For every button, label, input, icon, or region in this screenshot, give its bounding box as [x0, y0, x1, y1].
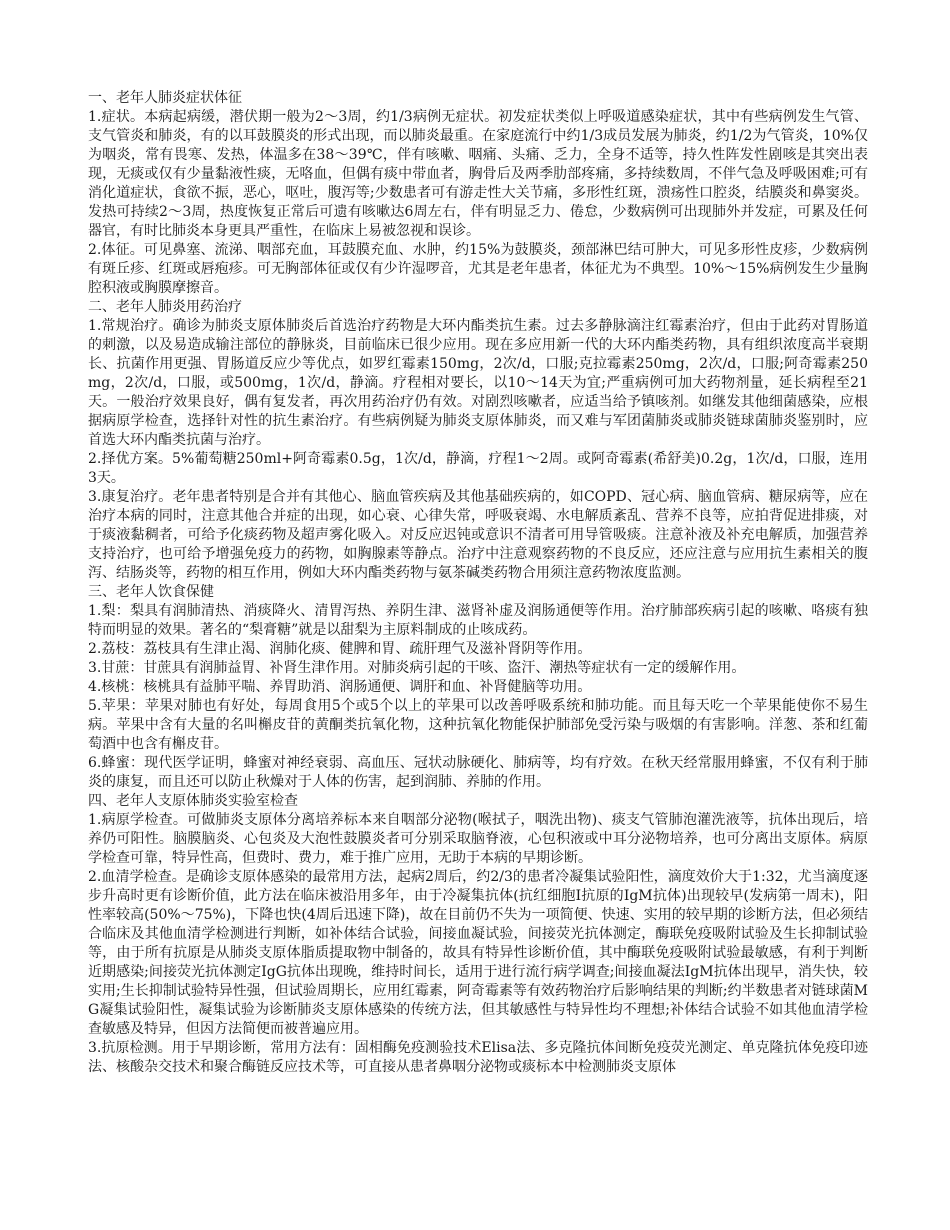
paragraph: 1.梨：梨具有润肺清热、消痰降火、清胃泻热、养阴生津、滋肾补虚及润肠通便等作用。治疗肺部疾病引起的咳嗽、咯痰有独特而明显的效果。著名的“梨膏糖”就是以甜梨为主原料制成的止咳成药。	[88, 603, 868, 638]
paragraph: 1.症状。本病起病缓，潜伏期一般为2～3周，约1/3病例无症状。初发症状类似上呼吸道感染症状，其中有些病例发生气管、支气管炎和肺炎，有的以耳鼓膜炎的形式出现，而以肺炎最重。在家庭流行中约1/3成员发展为肺炎，约1/2为气管炎，10%仅为咽炎，常有畏寒、发热，体温多在38～39℃，伴有咳嗽、咽痛、头痛、乏力，全身不适等，持久性阵发性剧咳是其突出表现，无痰或仅有少量黏液性痰，无咯血，但偶有痰中带血者，胸骨后及两季肋部疼痛，多持续数周，不伴气急及呼吸困难;可有消化道症状，食欲不振，恶心，呕吐，腹泻等;少数患者可有游走性大关节痛，多形性红斑，溃疡性口腔炎，结膜炎和鼻窦炎。发热可持续2～3周，热度恢复正常后可遗有咳嗽达6周左右，伴有明显乏力、倦怠，少数病例可出现肺外并发症，可累及任何器官，有时比肺炎本身更具严重性，在临床上易被忽视和误诊。	[88, 109, 868, 239]
paragraph: 2.血清学检查。是确诊支原体感染的最常用方法，起病2周后，约2/3的患者冷凝集试验阳性，滴度效价大于1:32，尤当滴度逐步升高时更有诊断价值，此方法在临床被沿用多年，由于冷凝集抗体(抗红细胞Ⅰ抗原的IgM抗体)出现较早(发病第一周末)，阳性率较高(50%～75%)，下降也快(4周后迅速下降)，故在目前仍不失为一项简便、快速、实用的较早期的诊断方法，但必须结合临床及其他血清学检测进行判断，如补体结合试验，间接血凝试验，间接荧光抗体测定，酶联免疫吸附试验及生长抑制试验等，由于所有抗原是从肺炎支原体脂质提取物中制备的，故具有特异性诊断价值，其中酶联免疫吸附试验最敏感，有利于判断近期感染;间接荧光抗体测定IgG抗体出现晚，维持时间长，适用于进行流行病学调查;间接血凝法IgM抗体出现早，消失快，较实用;生长抑制试验特异性强，但试验周期长，应用红霉素，阿奇霉素等有效药物治疗后影响结果的判断;约半数患者对链球菌MG凝集试验阳性，凝集试验为诊断肺炎支原体感染的传统方法，但其敏感性与特异性均不理想;补体结合试验不如其他血清学检查敏感及特异，但因方法简便而被普遍应用。	[88, 869, 868, 1037]
paragraph: 2.荔枝：荔枝具有生津止渴、润肺化痰、健脾和胃、疏肝理气及滋补肾阴等作用。	[88, 641, 592, 657]
section-heading: 四、老年人支原体肺炎实验室检查	[88, 793, 298, 809]
paragraph: 5.苹果：苹果对肺也有好处，每周食用5个或5个以上的苹果可以改善呼吸系统和肺功能。而且每天吃一个苹果能使你不易生病。苹果中含有大量的名叫槲皮苷的黄酮类抗氧化物，这种抗氧化物能保护肺部免受污染与吸烟的有害影响。洋葱、茶和红葡萄酒中也含有槲皮苷。	[88, 698, 868, 752]
document-body	[88, 89, 868, 1077]
paragraph: 4.核桃：核桃具有益肺平喘、养胃助消、润肠通便、调肝和血、补肾健脑等功用。	[88, 679, 592, 695]
section-heading: 三、老年人饮食保健	[88, 584, 214, 600]
paragraph: 2.择优方案。5%葡萄糖250ml+阿奇霉素0.5g，1次/d，静滴，疗程1～2周。或阿奇霉素(希舒美)0.2g，1次/d，口服，连用3天。	[88, 451, 868, 486]
paragraph: 1.病原学检查。可做肺炎支原体分离培养标本来自咽部分泌物(喉拭子，咽洗出物)、痰支气管肺泡灌洗液等，抗体出现后，培养仍可阳性。脑膜脑炎、心包炎及大泡性鼓膜炎者可分别采取脑脊液，心包积液或中耳分泌物培养，也可分离出支原体。病原学检查可靠，特异性高，但费时、费力，难于推广应用，无助于本病的早期诊断。	[88, 812, 868, 866]
paragraph: 6.蜂蜜：现代医学证明，蜂蜜对神经衰弱、高血压、冠状动脉硬化、肺病等，均有疗效。在秋天经常服用蜂蜜，不仅有利于肺炎的康复，而且还可以防止秋燥对于人体的伤害，起到润肺、养肺的作用。	[88, 755, 868, 790]
paragraph: 3.康复治疗。老年患者特别是合并有其他心、脑血管疾病及其他基础疾病的，如COPD、冠心病、脑血管病、糖尿病等，应在治疗本病的同时，注意其他合并症的出现，如心衰、心律失常，呼吸衰竭、水电解质紊乱、营养不良等，应拍背促进排痰，对于痰液黏稠者，可给予化痰药物及超声雾化吸入。对反应迟钝或意识不清者可用导管吸痰。注意补液及补充电解质，加强营养支持治疗，也可给予增强免疫力的药物，如胸腺素等静点。治疗中注意观察药物的不良反应，还应注意与应用抗生素相关的腹泻、结肠炎等，药物的相互作用，例如大环内酯类药物与氨茶碱类药物合用须注意药物浓度监测。	[88, 489, 868, 581]
paragraph: 2.体征。可见鼻塞、流涕、咽部充血，耳鼓膜充血、水肿，约15%为鼓膜炎，颈部淋巴结可肿大，可见多形性皮疹，少数病例有斑丘疹、红斑或唇疱疹。可无胸部体征或仅有少许湿啰音，尤其是老年患者，体征尤为不典型。10%～15%病例发生少量胸腔积液或胸膜摩擦音。	[88, 242, 868, 296]
paragraph: 3.抗原检测。用于早期诊断，常用方法有：固相酶免疫测验技术Elisa法、多克隆抗体间断免疫荧光测定、单克隆抗体免疫印迹法、核酸杂交技术和聚合酶链反应技术等，可直接从患者鼻咽分泌物或痰标本中检测肺炎支原体	[88, 1040, 868, 1075]
paragraph: 1.常规治疗。确诊为肺炎支原体肺炎后首选治疗药物是大环内酯类抗生素。过去多静脉滴注红霉素治疗，但由于此药对胃肠道的刺激，以及易造成输注部位的静脉炎，目前临床已很少应用。现在多应用新一代的大环内酯类药物，具有组织浓度高半衰期长、抗菌作用更强、胃肠道反应少等优点，如罗红霉素150mg，2次/d，口服;克拉霉素250mg，2次/d，口服;阿奇霉素250mg，2次/d，口服，或500mg，1次/d，静滴。疗程相对要长，以10～14天为宜;严重病例可加大药物剂量，延长病程至21天。一般治疗效果良好，偶有复发者，再次用药治疗仍有效。对剧烈咳嗽者，应适当给予镇咳剂。如继发其他细菌感染，应根据病原学检查，选择针对性的抗生素治疗。有些病例疑为肺炎支原体肺炎，而又难与军团菌肺炎或肺炎链球菌肺炎鉴别时，应首选大环内酯类抗菌与治疗。	[88, 318, 868, 448]
section-heading: 一、老年人肺炎症状体征	[88, 90, 242, 106]
paragraph: 3.甘蔗：甘蔗具有润肺益胃、补肾生津作用。对肺炎病引起的干咳、盗汗、潮热等症状有一定的缓解作用。	[88, 660, 746, 676]
section-heading: 二、老年人肺炎用药治疗	[88, 299, 242, 315]
